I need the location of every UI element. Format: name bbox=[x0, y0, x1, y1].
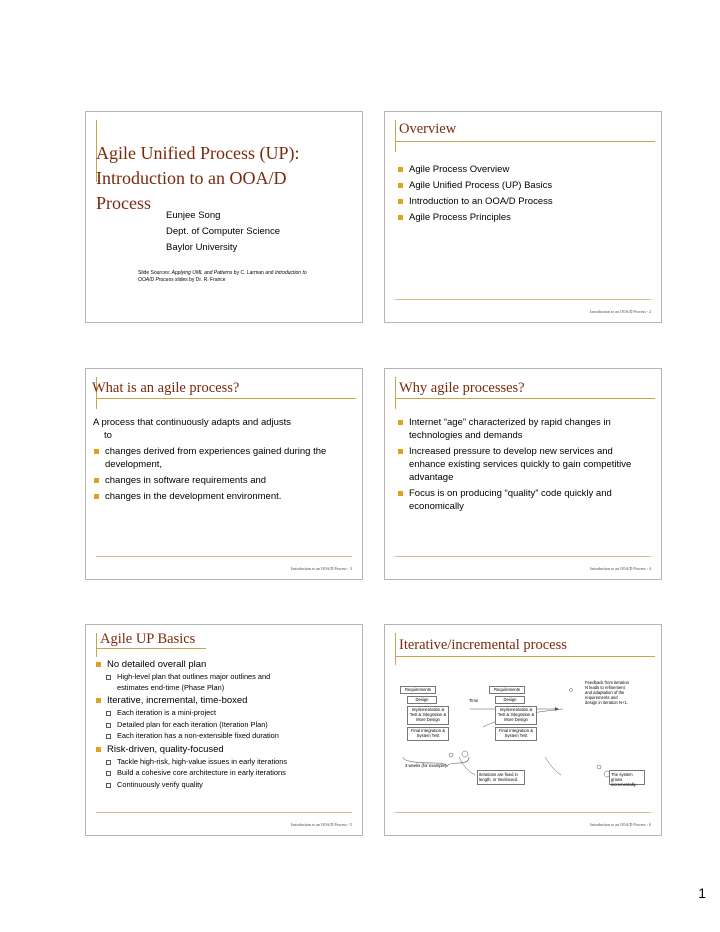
basics-subitem: Each iteration is a mini-project bbox=[95, 708, 350, 719]
implementation-box-2: Implementation & Test & Integration & More Design bbox=[495, 706, 537, 725]
basics-item: Iterative, incremental, time-boxed bbox=[95, 694, 350, 707]
slide-footer: Introduction to an OOA/D Process - 4 bbox=[590, 566, 651, 571]
footer-rule bbox=[96, 812, 352, 813]
slide-4-title: Why agile processes? bbox=[399, 380, 525, 396]
agile-definition-list bbox=[93, 445, 338, 503]
slide-footer: Introduction to an OOA/D Process - 3 bbox=[291, 566, 352, 571]
why-agile-item: Focus is on producing “quality” code quickly and economically bbox=[397, 487, 647, 513]
basics-subitem: Each iteration has a non-extensible fixed duration bbox=[95, 731, 350, 742]
slide-accent-line bbox=[96, 398, 356, 399]
timebox-duration-label: 3 weeks (for example) bbox=[405, 763, 447, 768]
slide-footer: Introduction to an OOA/D Process - 5 bbox=[291, 822, 352, 827]
definition-item: changes in the development environment. bbox=[93, 490, 338, 503]
why-agile-list bbox=[397, 416, 647, 513]
basics-subitem: Detailed plan for each iteration (Iteration Plan) bbox=[95, 720, 350, 731]
implementation-box-1: Implementation & Test & Integration & More Design bbox=[407, 706, 449, 725]
sources-book: Applying UML and Patterns bbox=[171, 270, 233, 276]
footer-rule bbox=[96, 556, 352, 557]
requirements-box-2: Requirements bbox=[489, 686, 525, 694]
slide-1-title-line3: Process bbox=[96, 193, 151, 213]
basics-subitem: Tackle high-risk, high-value issues in early iterations bbox=[95, 757, 350, 768]
slide-accent-line bbox=[395, 398, 655, 399]
author-university: Baylor University bbox=[166, 242, 238, 253]
slide-footer: Introduction to an OOA/D Process - 2 bbox=[590, 309, 651, 314]
feedback-note: Feedback from iteration N leads to refinement and adaptation of the requirements and design in iteration N+1. bbox=[585, 680, 629, 705]
slide-4 bbox=[384, 368, 662, 580]
footer-rule bbox=[395, 812, 651, 813]
iteration-diagram bbox=[385, 625, 663, 837]
time-label: Time bbox=[469, 698, 479, 703]
slide-3-title: What is an agile process? bbox=[92, 380, 240, 396]
basics-item: No detailed overall plan bbox=[95, 658, 350, 671]
slide-accent bbox=[96, 633, 97, 657]
overview-list bbox=[397, 163, 652, 224]
definition-line1: A process that continuously adapts and adjusts bbox=[93, 417, 292, 428]
slide-2 bbox=[384, 111, 662, 323]
final-integration-box-1: Final Integration & System Test bbox=[407, 727, 449, 741]
slide-6 bbox=[384, 624, 662, 836]
slide-5-title: Agile UP Basics bbox=[100, 631, 196, 647]
sources-end: slides by Dr. R. France bbox=[173, 277, 226, 283]
basics-subitem: High-level plan that outlines major outlines and estimates end-time (Phase Plan) bbox=[95, 672, 350, 693]
overview-item: Introduction to an OOA/D Process bbox=[397, 195, 652, 208]
footer-rule bbox=[395, 556, 651, 557]
slide-accent bbox=[395, 377, 396, 409]
footer-rule bbox=[395, 299, 651, 300]
agile-up-basics-list bbox=[95, 658, 350, 790]
overview-item: Agile Unified Process (UP) Basics bbox=[397, 179, 652, 192]
design-box-2: Design bbox=[495, 696, 525, 704]
slide-3 bbox=[85, 368, 363, 580]
slide-1-title-line1: Agile Unified Process (UP): bbox=[96, 143, 300, 163]
definition-item: changes derived from experiences gained during the development, bbox=[93, 445, 338, 471]
final-integration-box-2: Final Integration & System Test bbox=[495, 727, 537, 741]
overview-item: Agile Process Principles bbox=[397, 211, 652, 224]
slide-sources bbox=[138, 270, 358, 284]
slide-6-title: Iterative/incremental process bbox=[399, 637, 567, 653]
slide-accent-line bbox=[395, 141, 655, 142]
definition-item: changes in software requirements and bbox=[93, 474, 338, 487]
slide-footer: Introduction to an OOA/D Process - 6 bbox=[590, 822, 651, 827]
author-dept: Dept. of Computer Science bbox=[166, 226, 281, 237]
author-name: Eunjee Song bbox=[166, 210, 221, 221]
incremental-growth-note: The system grows incrementally. bbox=[609, 770, 645, 785]
slide-5 bbox=[85, 624, 363, 836]
basics-subitem: Build a cohesive core architecture in early iterations bbox=[95, 768, 350, 779]
slide-accent-line bbox=[96, 648, 206, 649]
why-agile-item: Internet “age” characterized by rapid changes in technologies and demands bbox=[397, 416, 647, 442]
overview-item: Agile Process Overview bbox=[397, 163, 652, 176]
basics-subitem: Continuously verify quality bbox=[95, 780, 350, 791]
sources-prefix: Slide Sources: bbox=[138, 270, 172, 276]
slide-accent bbox=[395, 120, 396, 152]
page-number: 1 bbox=[698, 885, 706, 901]
design-box-1: Design bbox=[407, 696, 437, 704]
slide-1 bbox=[85, 111, 363, 323]
why-agile-item: Increased pressure to develop new services and enhance existing services quickly to gain competitive advantage bbox=[397, 445, 647, 484]
definition-line2: to bbox=[104, 430, 112, 441]
fixed-iterations-note: Iterations are fixed in length, or timeboxed. bbox=[477, 770, 525, 785]
slide-2-title: Overview bbox=[399, 121, 457, 137]
sources-intro: Introduction to bbox=[274, 270, 307, 276]
sources-intro2: OOA/D Process bbox=[138, 277, 174, 283]
slide-1-title-line2: Introduction to an OOA/D bbox=[96, 168, 287, 188]
agile-definition bbox=[93, 416, 353, 442]
requirements-box-1: Requirements bbox=[400, 686, 436, 694]
basics-item: Risk-driven, quality-focused bbox=[95, 743, 350, 756]
sources-mid: by C. Larman and bbox=[232, 270, 275, 276]
